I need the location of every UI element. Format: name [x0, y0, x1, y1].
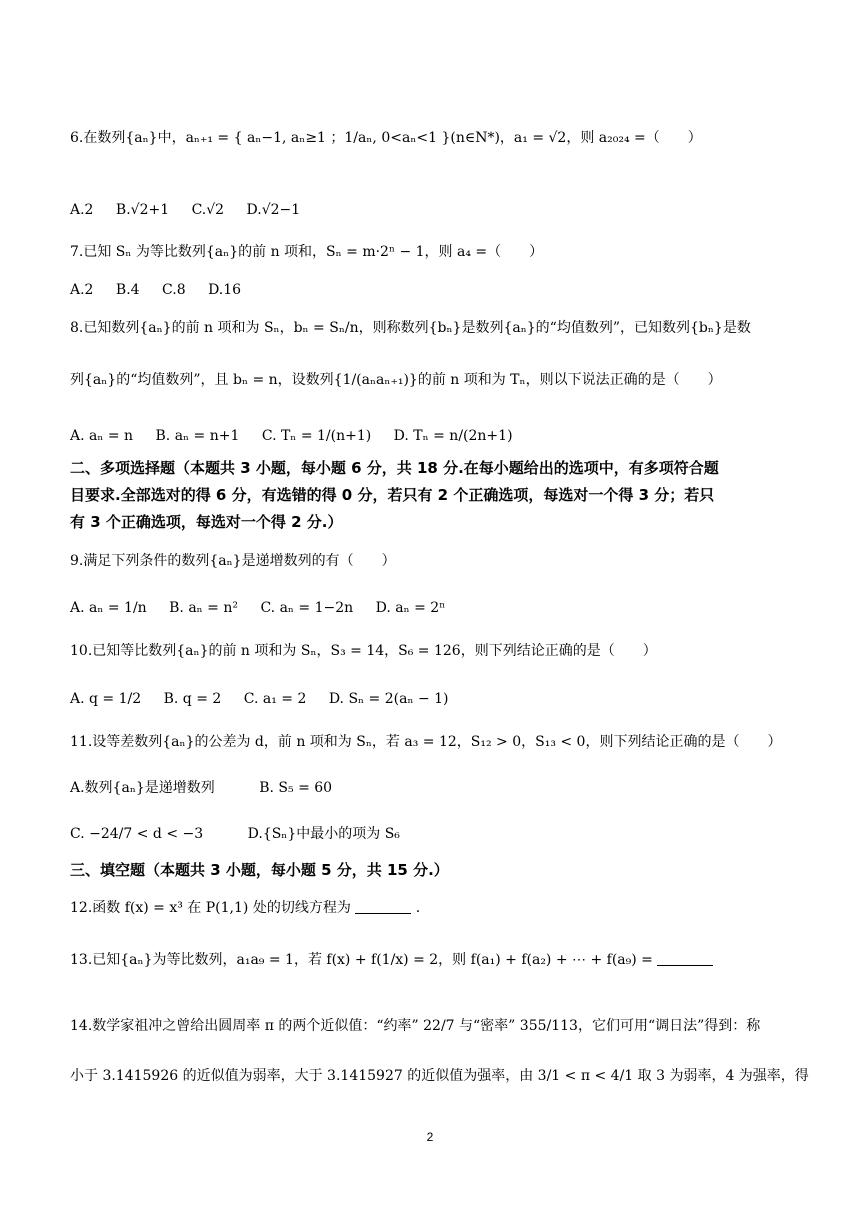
question-14-line-1: 14.数学家祖冲之曾给出圆周率 π 的两个近似值：“约率” 22/7 与“密率” 355/113，它们可用“调日法”得到：称 [70, 1018, 761, 1034]
question-6: 6.在数列{aₙ}中，aₙ₊₁ = { aₙ−1, aₙ≥1 ；1/aₙ, 0<aₙ<1 }(n∈N*)，a₁ = √2，则 a₂₀₂₄ =（ ） [70, 130, 702, 146]
section-2-heading-line-2: 目要求.全部选对的得 6 分，有选错的得 0 分，若只有 2 个正确选项，每选对一个得 3 分；若只 [70, 486, 715, 504]
option-d: D.16 [208, 282, 242, 298]
section-2-heading-line-3: 有 3 个正确选项，每选对一个得 2 分.） [70, 513, 343, 531]
option-c: C. −24/7 < d < −3 [70, 826, 204, 842]
question-7: 7.已知 Sₙ 为等比数列{aₙ}的前 n 项和，Sₙ = m·2ⁿ − 1，则 a₄ =（ ） [70, 244, 544, 260]
question-7-options [70, 280, 800, 300]
question-11-options-row-2 [70, 824, 800, 844]
question-6-options [70, 200, 800, 220]
section-3-heading: 三、填空题（本题共 3 小题，每小题 5 分，共 15 分.） [70, 861, 449, 879]
option-c: C.√2 [191, 202, 225, 218]
option-a: A.2 [70, 282, 94, 298]
section-2-heading-line-1: 二、多项选择题（本题共 3 小题，每小题 6 分，共 18 分.在每小题给出的选项中，有多项符合题 [70, 459, 719, 477]
question-11: 11.设等差数列{aₙ}的公差为 d，前 n 项和为 Sₙ，若 a₃ = 12，S₁₂ > 0，S₁₃ < 0，则下列结论正确的是（ ） [70, 734, 782, 750]
option-b: B.√2+1 [115, 202, 170, 218]
option-d: D. Sₙ = 2(aₙ − 1) [328, 691, 449, 707]
option-a: A. aₙ = 1/n [70, 600, 147, 616]
option-b: B. aₙ = n² [169, 600, 238, 616]
question-10: 10.已知等比数列{aₙ}的前 n 项和为 Sₙ，S₃ = 14，S₆ = 126，则下列结论正确的是（ ） [70, 643, 657, 659]
question-12 [70, 898, 800, 918]
option-b: B.4 [115, 282, 140, 298]
question-10-options [70, 689, 800, 709]
question-12-end: . [415, 900, 421, 916]
option-d: D. aₙ = 2ⁿ [375, 600, 446, 616]
option-d: D.{Sₙ}中最小的项为 S₆ [247, 826, 400, 842]
option-a: A.2 [70, 202, 94, 218]
option-d: D.√2−1 [246, 202, 301, 218]
answer-blank [657, 951, 713, 966]
option-b: B. q = 2 [163, 691, 222, 707]
question-9-options [70, 598, 800, 618]
question-8-options [70, 426, 800, 446]
option-b: B. S₅ = 60 [259, 780, 333, 796]
option-a: A. q = 1/2 [70, 691, 142, 707]
question-12-text: 12.函数 f(x) = x³ 在 P(1,1) 处的切线方程为 [70, 900, 351, 916]
page-number: 2 [426, 1130, 434, 1144]
option-c: C. aₙ = 1−2n [260, 600, 354, 616]
question-14-line-2: 小于 3.1415926 的近似值为弱率，大于 3.1415927 的近似值为强率，由 3/1 < π < 4/1 取 3 为弱率，4 为强率，得 [70, 1068, 809, 1084]
option-b: B. aₙ = n+1 [155, 428, 240, 444]
option-a: A. aₙ = n [70, 428, 134, 444]
option-c: C. a₁ = 2 [243, 691, 307, 707]
option-c: C.8 [162, 282, 186, 298]
option-d: D. Tₙ = n/(2n+1) [393, 428, 513, 444]
question-9: 9.满足下列条件的数列{aₙ}是递增数列的有（ ） [70, 553, 396, 569]
option-c: C. Tₙ = 1/(n+1) [261, 428, 372, 444]
option-a: A.数列{aₙ}是递增数列 [70, 780, 215, 796]
question-13 [70, 950, 800, 970]
question-8-line-2: 列{aₙ}的“均值数列”，且 bₙ = n，设数列{1/(aₙaₙ₊₁)}的前 n 项和为 Tₙ，则以下说法正确的是（ ） [70, 372, 722, 388]
question-8-line-1: 8.已知数列{aₙ}的前 n 项和为 Sₙ，bₙ = Sₙ/n，则称数列{bₙ}是数列{aₙ}的“均值数列”，已知数列{bₙ}是数 [70, 320, 751, 336]
answer-blank [355, 899, 411, 914]
question-13-text: 13.已知{aₙ}为等比数列，a₁a₉ = 1，若 f(x) + f(1/x) = 2，则 f(a₁) + f(a₂) + ⋯ + f(a₉) = [70, 952, 653, 968]
question-11-options-row-1 [70, 778, 800, 798]
